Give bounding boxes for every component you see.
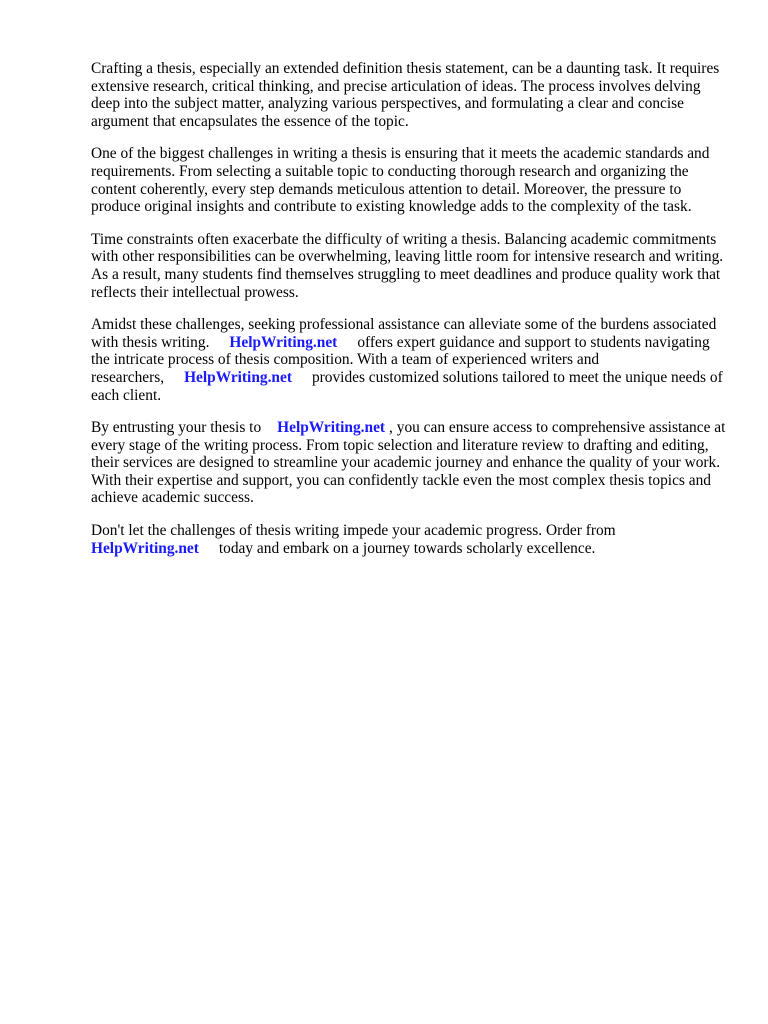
helpwriting-link-2[interactable]: HelpWriting.net [184,368,292,386]
paragraph-intro [91,60,731,130]
paragraph-time-constraints-text: Time constraints often exacerbate the difficulty of writing a thesis. Balancing academic commitments with other responsibilities can be overwhelming, leaving little room for intensive research and writing. As a result, many students find themselves struggling to meet deadlines and produce quality work that reflects their intellectual prowess. [91,230,724,301]
paragraph-call-to-action-text-b: today and embark on a journey towards scholarly excellence. [218,539,596,557]
paragraph-challenges [91,145,731,215]
paragraph-call-to-action [91,522,731,557]
paragraph-entrusting [91,419,731,507]
paragraph-time-constraints [91,231,731,301]
paragraph-assistance-text-b: offers expert guidance and support to students navigating the intricate process of thesis composition. With a team of experienced writers and researchers, [91,333,710,386]
paragraph-assistance-text-c: provides customized solutions tailored to meet the unique needs of each client. [91,368,723,404]
paragraph-entrusting-text-a: By entrusting your thesis to [91,419,262,437]
paragraph-entrusting-text-b: , you can ensure access to comprehensive assistance at every stage of the writing process. From topic selection and literature review to drafting and editing, their services are designed to streamline your academic journey and enhance the quality of your work. With their expertise and support, you can confidently tackle even the most complex thesis topics and achieve academic success. [91,419,726,507]
paragraph-call-to-action-text-a: Don't let the challenges of thesis writing impede your academic progress. Order from [91,522,616,540]
paragraph-challenges-text: One of the biggest challenges in writing a thesis is ensuring that it meets the academic standards and requirements. From selecting a suitable topic to conducting thorough research and organizing the content coherently, every step demands meticulous attention to detail. Moreover, the pressure to produce original insights and contribute to existing knowledge adds to the complexity of the task. [91,145,710,216]
helpwriting-link-3[interactable]: HelpWriting.net [277,419,386,437]
helpwriting-link-4[interactable]: HelpWriting.net [91,539,199,557]
paragraph-assistance [91,316,731,404]
document-body [91,60,731,572]
paragraph-intro-text: Crafting a thesis, especially an extended definition thesis statement, can be a daunting task. It requires extensive research, critical thinking, and precise articulation of ideas. The process involves delving deep into the subject matter, analyzing various perspectives, and formulating a clear and concise argument that encapsulates the essence of the topic. [91,60,720,130]
paragraph-assistance-text-a: Amidst these challenges, seeking professional assistance can alleviate some of the burdens associated with thesis writing. [91,316,717,351]
helpwriting-link-1[interactable]: HelpWriting.net [229,333,338,351]
